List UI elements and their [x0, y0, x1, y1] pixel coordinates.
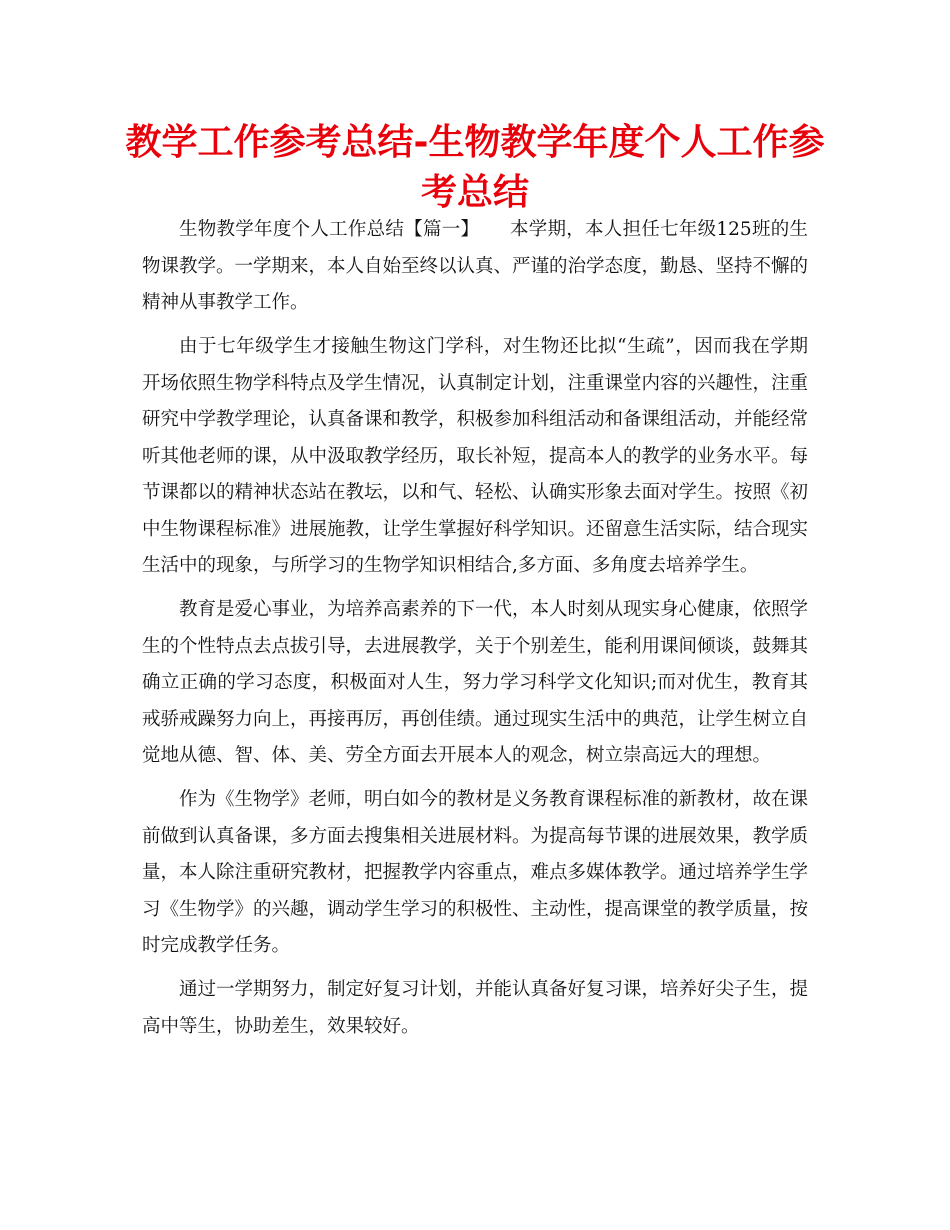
paragraph-4: 作为《生物学》老师，明白如今的教材是义务教育课程标准的新教材，故在课前做到认真备课，多方面去搜集相关进展材料。为提高每节课的进展效果，教学质量，本人除注重研究教材，把握教学内容重点，难点多媒体教学。通过培养学生学习《生物学》的兴趣，调动学生学习的积极性、主动性，提高课堂的教学质量，按时完成教学任务。	[142, 789, 809, 956]
document-title: 教学工作参考总结-生物教学年度个人工作参考总结	[125, 122, 825, 213]
document-body	[142, 212, 808, 1053]
paragraph-5: 通过一学期努力，制定好复习计划，并能认真备好复习课，培养好尖子生，提高中等生，协助差生，效果较好。	[142, 979, 809, 1037]
paragraph-1: 生物教学年度个人工作总结【篇一】 本学期，本人担任七年级125班的生物课教学。一学期来，本人自始至终以认真、严谨的治学态度，勤恳、坚持不懈的精神从事教学工作。	[142, 219, 809, 313]
paragraph-3: 教育是爱心事业，为培养高素养的下一代，本人时刻从现实身心健康，依照学生的个性特点去点拔引导，去进展教学，关于个别差生，能利用课间倾谈，鼓舞其确立正确的学习态度，积极面对人生，努力学习科学文化知识;而对优生，教育其戒骄戒躁努力向上，再接再厉，再创佳绩。通过现实生活中的典范，让学生树立自觉地从德、智、体、美、劳全方面去开展本人的观念，树立崇高远大的理想。	[142, 599, 809, 766]
paragraph-2: 由于七年级学生才接触生物这门学科，对生物还比拟“生疏”，因而我在学期开场依照生物学科特点及学生情况，认真制定计划，注重课堂内容的兴趣性，注重研究中学教学理论，认真备课和教学，积极参加科组活动和备课组活动，并能经常听其他老师的课，从中汲取教学经历，取长补短，提高本人的教学的业务水平。每节课都以的精神状态站在教坛，以和气、轻松、认确实形象去面对学生。按照《初中生物课程标准》进展施教，让学生掌握好科学知识。还留意生活实际，结合现实生活中的现象，与所学习的生物学知识相结合,多方面、多角度去培养学生。	[142, 336, 809, 576]
